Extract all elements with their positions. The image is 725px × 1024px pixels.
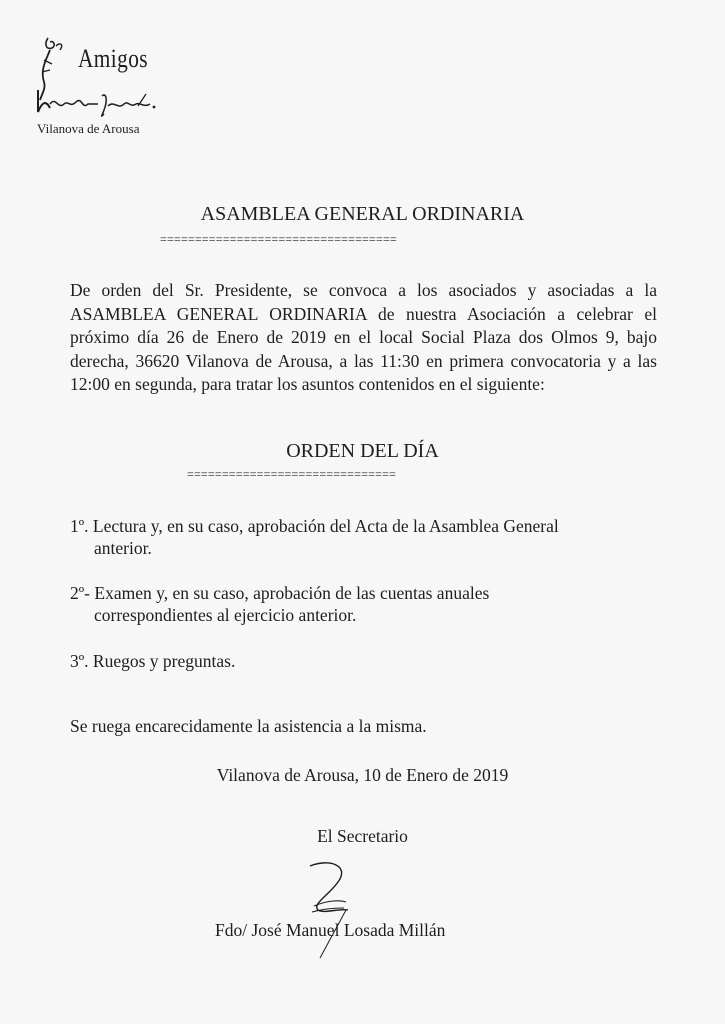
agenda-item [70,582,660,626]
logo-town: Vilanova de Arousa [37,121,140,136]
agenda-item [70,650,660,672]
document-title: ASAMBLEA GENERAL ORDINARIA [200,203,525,225]
closing-request: Se ruega encarecidamente la asistencia a la misma. [70,716,427,736]
convocation-paragraph: De orden del Sr. Presidente, se convoca a los asociados y asociadas a la ASAMBLEA GENERAL ORDINARIA de nuestra Asociación a celebrar el próximo día 26 de Enero de 2019 en el local Social Plaza dos Olmos 9, bajo derecha, 36620 Vilanova de Arousa, a las 11:30 en primera convocatoria y a las 12:00 en segunda, para tratar los asuntos contenidos en el siguiente: [70,280,657,394]
title-underline: ================================== [160,232,397,246]
agenda-underline: ============================== [187,467,397,481]
signer-role: El Secretario [317,826,408,846]
logo-wordmark: Amigos [78,44,148,73]
agenda-title: ORDEN DEL DÍA [286,440,439,462]
agenda-item-text: 2º- Examen y, en su caso, aprobación de las cuentas anuales [70,583,490,603]
agenda-item-continuation: anterior. [94,538,152,558]
agenda-item-text: 1º. Lectura y, en su caso, aprobación del Acta de la Asamblea General [70,516,559,536]
amigos-logo [30,30,180,140]
handwritten-signature [300,856,370,966]
agenda-item-text: 3º. Ruegos y preguntas. [70,651,236,671]
signer-name: Fdo/ José Manuel Losada Millán [215,920,446,940]
agenda-item-continuation: correspondientes al ejercicio anterior. [94,605,357,625]
place-and-date: Vilanova de Arousa, 10 de Enero de 2019 [216,765,509,785]
agenda-item [70,515,660,559]
